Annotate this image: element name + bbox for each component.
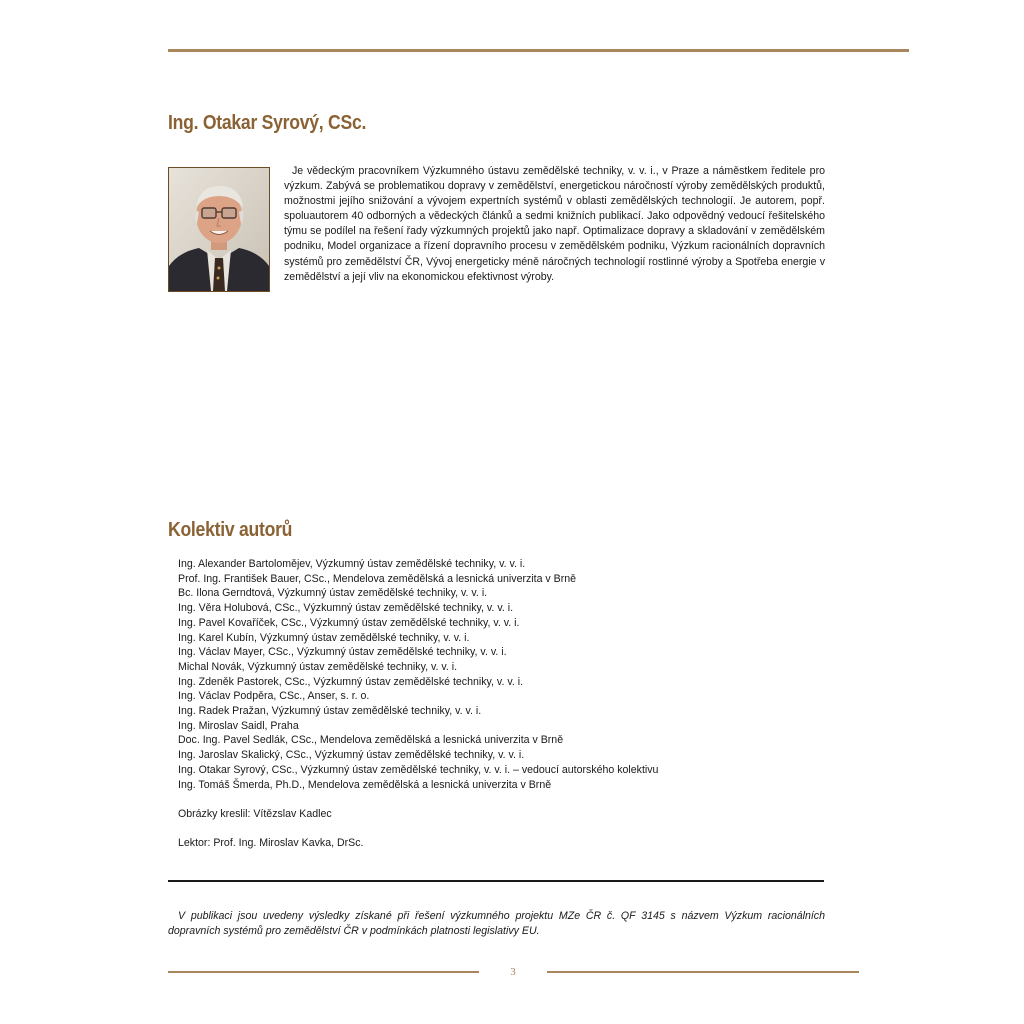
list-item: Doc. Ing. Pavel Sedlák, CSc., Mendelova zemědělská a lesnická univerzita v Brně: [178, 734, 564, 747]
section-divider: [168, 880, 824, 882]
list-item: Ing. Věra Holubová, CSc., Výzkumný ústav zemědělské techniky, v. v. i.: [178, 602, 514, 615]
portrait-photo-icon: [169, 168, 269, 291]
list-item: Ing. Václav Mayer, CSc., Výzkumný ústav zemědělské techniky, v. v. i.: [178, 646, 507, 659]
list-item: Ing. Pavel Kovaříček, CSc., Výzkumný ústav zemědělské techniky, v. v. i.: [178, 616, 520, 629]
list-item: Ing. Miroslav Saidl, Praha: [178, 719, 299, 732]
list-item: Ing. Jaroslav Skalický, CSc., Výzkumný ústav zemědělské techniky, v. v. i.: [178, 749, 525, 762]
list-item: Michal Novák, Výzkumný ústav zemědělské techniky, v. v. i.: [178, 660, 458, 673]
illustrator-credit: Obrázky kreslil: Vítězslav Kadlec: [178, 808, 332, 820]
list-item: Ing. Alexander Bartoloměјev, Výzkumný ústav zemědělské techniky, v. v. i.: [178, 558, 526, 570]
project-note: V publikaci jsou uvedeny výsledky získané při řešení výzkumného projektu MZe ČR č. QF 3145 s názvem Výzkum racionálních dopravních systémů pro zemědělství ČR v podmínkách platnosti legislativy EU.: [168, 910, 825, 937]
list-item: Ing. Václav Podpěra, CSc., Anser, s. r. o.: [178, 690, 370, 703]
page-number: 3: [510, 966, 516, 978]
list-item: Ing. Tomáš Šmerda, Ph.D., Mendelova zemědělská a lesnická univerzita v Brně: [178, 778, 552, 791]
list-item: Ing. Radek Pražan, Výzkumný ústav zemědělské techniky, v. v. i.: [178, 705, 482, 718]
team-heading: Kolektiv autorů: [168, 519, 293, 541]
author-name-heading: Ing. Otakar Syrový, CSc.: [168, 112, 367, 134]
footer-rule-right: [547, 971, 859, 973]
authors-list: [178, 557, 658, 792]
list-item: Bc. Ilona Gerndtová, Výzkumný ústav zemědělské techniky, v. v. i.: [178, 587, 488, 600]
author-biography: Je vědeckým pracovníkem Výzkumného ústavu zemědělské techniky, v. v. i., v Praze a náměstkem ředitele pro výzkum. Zabývá se problematikou dopravy v zemědělství, energetickou náročností výroby zemědělských produktů, možnostmi jejího snižování a vývojem expertních systémů v oblasti zemědělských technologií. Je autorem, popř. spoluautorem 40 odborných a vědeckých článků a sedmi knižních publikací. Jako odpovědný vedoucí řešitelského týmu se podílel na řešení řady výzkumných projektů jako např. Optimalizace dopravy a skladování v zemědělském podniku, Model organizace a řízení dopravního procesu v zemědělském podniku, Výzkum racionálních dopravních systémů pro zemědělství ČR, Vývoj energeticky méně náročných technologií rostlinné výroby a Spotřeba energie v zemědělství a její vliv na ekonomickou efektivnost výroby.: [284, 165, 825, 283]
footer-rule-left: [168, 971, 479, 973]
list-item: Ing. Karel Kubín, Výzkumný ústav zemědělské techniky, v. v. i.: [178, 631, 470, 644]
reviewer-credit: Lektor: Prof. Ing. Miroslav Kavka, DrSc.: [178, 837, 364, 849]
list-item: Ing. Zdeněk Pastorek, CSc., Výzkumný ústav zemědělské techniky, v. v. i.: [178, 675, 524, 688]
author-portrait: [168, 167, 270, 292]
list-item: Prof. Ing. František Bauer, CSc., Mendelova zemědělská a lesnická univerzita v Brně: [178, 572, 577, 585]
list-item: Ing. Otakar Syrový, CSc., Výzkumný ústav zemědělské techniky, v. v. i. – vedoucí autorského kolektivu: [178, 763, 659, 776]
top-rule: [168, 49, 909, 52]
